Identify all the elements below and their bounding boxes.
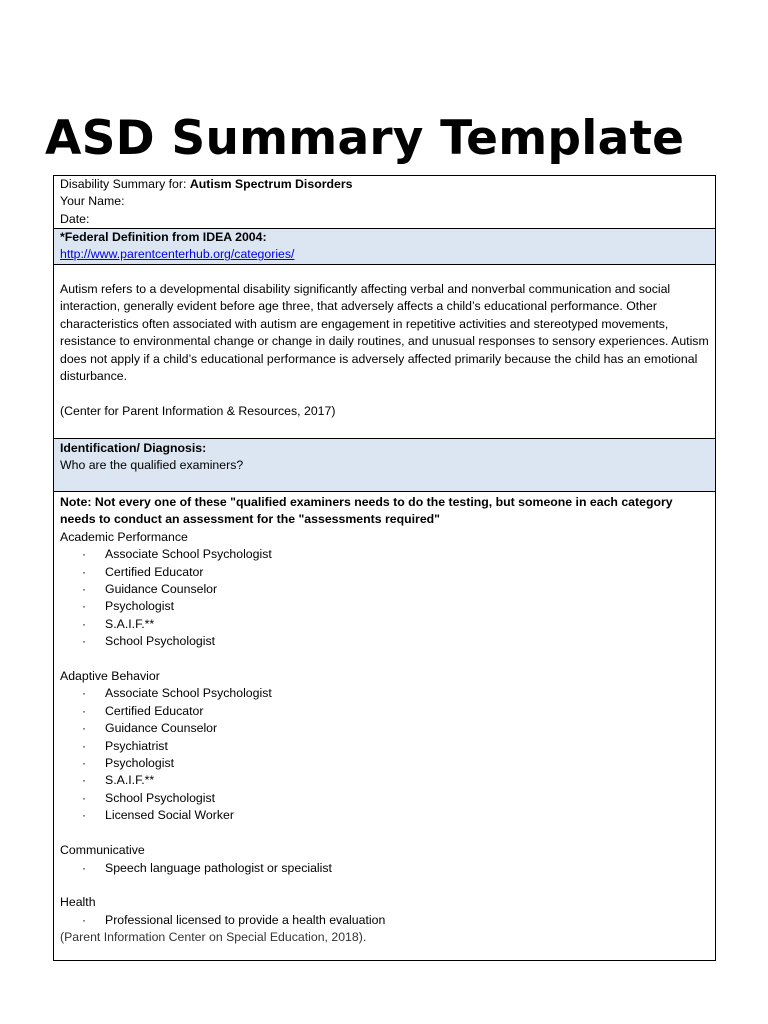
definition-citation: (Center for Parent Information & Resources, 2017) <box>60 403 336 418</box>
federal-definition-row <box>54 229 715 265</box>
list-item-text: S.A.I.F.** <box>105 616 155 631</box>
identification-heading: Identification/ Diagnosis: <box>60 441 207 455</box>
category-heading: Academic Performance <box>60 529 188 544</box>
list-item-text: Psychologist <box>105 756 175 771</box>
your-name-label: Your Name: <box>60 194 125 209</box>
list-item <box>60 807 709 824</box>
spacer <box>60 385 709 402</box>
list-item <box>60 772 709 789</box>
summary-table <box>53 175 716 961</box>
bullet-icon: · <box>82 773 86 788</box>
list-item <box>60 616 709 633</box>
bullet-icon: · <box>82 686 86 701</box>
definition-row <box>54 265 715 439</box>
bullet-icon: · <box>82 738 86 753</box>
list-item <box>60 564 709 581</box>
spacer <box>60 651 709 668</box>
list-item-text: Psychiatrist <box>105 738 168 753</box>
examiners-note: Note: Not every one of these "qualified examiners needs to do the testing, but someone in each category needs to conduct an assessment for the "assessments required" <box>60 495 673 527</box>
list-item <box>60 912 709 929</box>
disability-summary-line <box>60 176 709 193</box>
examiner-list <box>60 912 709 929</box>
disability-summary-label: Disability Summary for: <box>60 177 190 191</box>
bullet-icon: · <box>82 721 86 736</box>
bullet-icon: · <box>82 912 86 927</box>
list-item-text: S.A.I.F.** <box>105 773 155 788</box>
bullet-icon: · <box>82 634 86 649</box>
identification-row <box>54 439 715 492</box>
spacer <box>60 877 709 894</box>
bullet-icon: · <box>82 703 86 718</box>
parent-center-hub-link[interactable]: http://www.parentcenterhub.org/categories/ <box>60 247 295 262</box>
list-item <box>60 755 709 772</box>
federal-definition-heading: *Federal Definition from IDEA 2004: <box>60 230 267 244</box>
list-item <box>60 581 709 598</box>
category-academic-performance <box>60 529 709 651</box>
examiners-row <box>54 492 715 962</box>
list-item-text: Professional licensed to provide a health evaluation <box>105 912 386 927</box>
document-title: ASD Summary Template <box>45 111 685 166</box>
category-adaptive-behavior <box>60 668 709 825</box>
date-label: Date: <box>60 211 90 226</box>
qualified-examiners-question: Who are the qualified examiners? <box>60 458 244 473</box>
bullet-icon: · <box>82 582 86 597</box>
list-item <box>60 720 709 737</box>
list-item-text: Psychologist <box>105 599 175 614</box>
autism-definition-text: Autism refers to a developmental disability significantly affecting verbal and nonverbal communication and social interaction, generally evident before age three, that adversely affects a child’s educational performance. Other characteristics often associated with autism are engagement in repetitive activities and stereotyped movements, resistance to environmental change or change in daily routines, and unusual responses to sensory experiences. Autism does not apply if a child’s educational performance is adversely affected primarily because the child has an emotional disturbance. <box>60 282 709 384</box>
examiner-list <box>60 685 709 824</box>
list-item-text: Certified Educator <box>105 703 204 718</box>
category-health <box>60 894 709 929</box>
spacer <box>60 825 709 842</box>
list-item <box>60 633 709 650</box>
category-heading: Health <box>60 895 96 910</box>
list-item-text: Speech language pathologist or specialist <box>105 860 332 875</box>
bullet-icon: · <box>82 790 86 805</box>
list-item <box>60 685 709 702</box>
examiner-list <box>60 860 709 877</box>
examiner-list <box>60 546 709 650</box>
category-heading: Communicative <box>60 843 145 858</box>
bullet-icon: · <box>82 860 86 875</box>
bullet-icon: · <box>82 599 86 614</box>
list-item <box>60 738 709 755</box>
list-item <box>60 860 709 877</box>
list-item <box>60 546 709 563</box>
category-communicative <box>60 842 709 877</box>
examiners-citation: (Parent Information Center on Special Education, 2018). <box>60 930 367 945</box>
disability-summary-value: Autism Spectrum Disorders <box>189 177 353 191</box>
list-item-text: Associate School Psychologist <box>105 686 272 701</box>
list-item-text: Guidance Counselor <box>105 582 218 597</box>
list-item-text: Certified Educator <box>105 564 204 579</box>
list-item-text: Licensed Social Worker <box>105 808 234 823</box>
bullet-icon: · <box>82 808 86 823</box>
header-info-row <box>54 176 715 229</box>
bullet-icon: · <box>82 547 86 562</box>
list-item <box>60 598 709 615</box>
list-item-text: Associate School Psychologist <box>105 547 272 562</box>
bullet-icon: · <box>82 564 86 579</box>
bullet-icon: · <box>82 616 86 631</box>
list-item-text: School Psychologist <box>105 790 216 805</box>
list-item <box>60 790 709 807</box>
list-item-text: Guidance Counselor <box>105 721 218 736</box>
bullet-icon: · <box>82 756 86 771</box>
category-heading: Adaptive Behavior <box>60 669 160 684</box>
list-item-text: School Psychologist <box>105 634 216 649</box>
list-item <box>60 703 709 720</box>
